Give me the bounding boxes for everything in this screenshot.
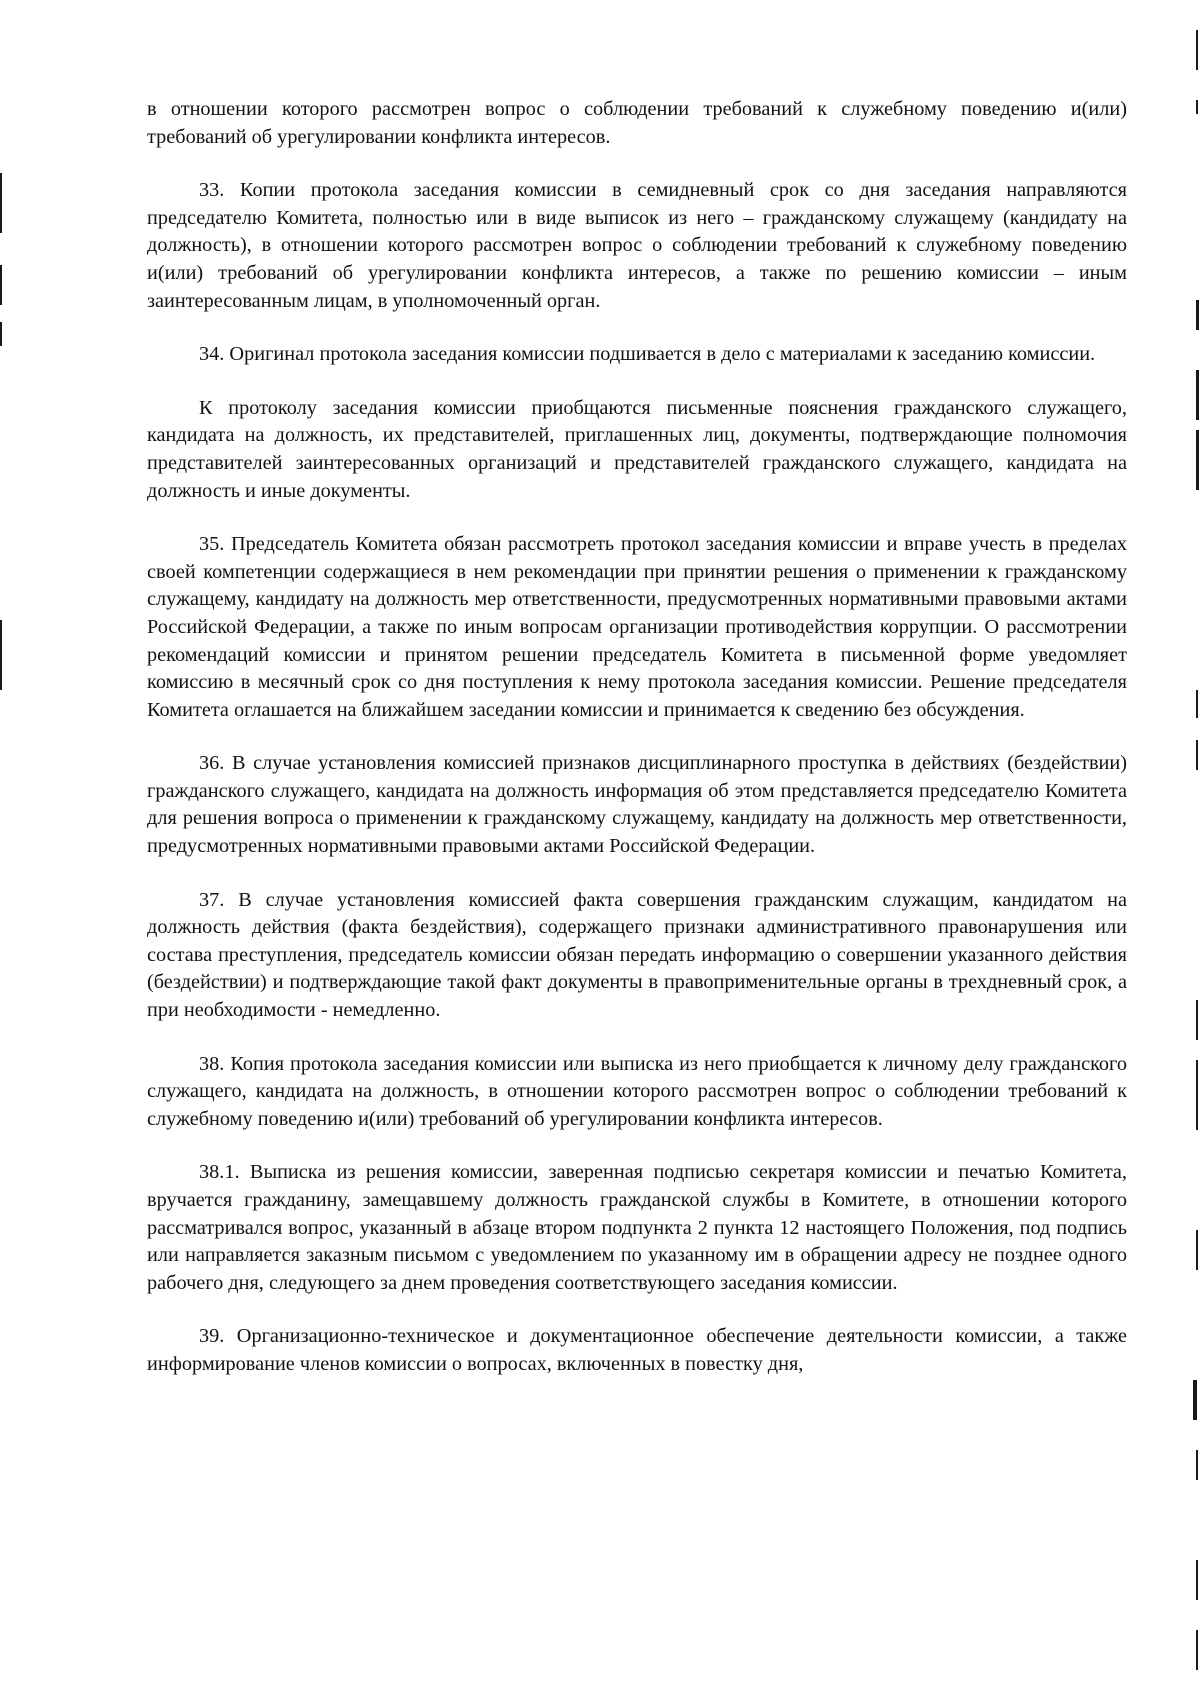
scan-mark-right <box>1196 1060 1198 1130</box>
scan-mark-right <box>1196 100 1198 114</box>
scan-mark-right <box>1196 30 1198 70</box>
scan-mark-right <box>1196 1450 1198 1480</box>
paragraph-35: 35. Председатель Комитета обязан рассмотреть протокол заседания комиссии и вправе учесть в пределах своей компетенции содержащиеся в нем рекомендации при принятии решения о применении к гражданскому служащему, кандидату на должность мер ответственности, предусмотренных нормативными правовыми актами Российской Федерации, а также по иным вопросам организации противодействия коррупции. О рассмотрении рекомендаций комиссии и принятом решении председатель Комитета в письменной форме уведомляет комиссию в месячный срок со дня поступления к нему протокола заседания комиссии. Решение председателя Комитета оглашается на ближайшем заседании комиссии и принимается к сведению без обсуждения. <box>147 533 1127 721</box>
scan-mark-right <box>1196 1230 1198 1270</box>
scan-mark-left <box>0 173 2 233</box>
scan-mark-right <box>1196 740 1198 770</box>
paragraph-38-1: 38.1. Выписка из решения комиссии, заверенная подписью секретаря комиссии и печатью Комитета, вручается гражданину, замещавшему должность гражданской службы в Комитете, в отношении которого рассматривался вопрос, указанный в абзаце втором подпункта 2 пункта 12 настоящего Положения, под подпись или направляется заказным письмом с уведомлением по указанному им в обращении адресу не позднее одного рабочего дня, следующего за днем проведения соответствующего заседания комиссии. <box>147 1161 1127 1294</box>
document-body <box>147 96 1127 1405</box>
paragraph-34: 34. Оригинал протокола заседания комиссии подшивается в дело с материалами к заседанию комиссии. <box>199 343 1096 366</box>
scan-mark-left <box>0 322 2 346</box>
scan-mark-right <box>1196 1560 1198 1600</box>
paragraph-38: 38. Копия протокола заседания комиссии или выписка из него приобщается к личному делу гражданского служащего, кандидата на должность, в отношении которого рассмотрен вопрос о соблюдении требований к служебному поведению и(или) требований об урегулировании конфликта интересов. <box>147 1052 1127 1130</box>
paragraph-34-attachments: К протоколу заседания комиссии приобщаются письменные пояснения гражданского служащего, кандидата на должность, их представителей, приглашенных лиц, документы, подтверждающие полномочия представителей заинтересованных организаций и представителей гражданского служащего, кандидата на должность и иные документы. <box>147 396 1127 502</box>
paragraph-36: 36. В случае установления комиссией признаков дисциплинарного проступка в действиях (бездействии) гражданского служащего, кандидата на должность информация об этом представляется председателю Комитета для решения вопроса о применении к гражданскому служащему, кандидату на должность мер ответственности, предусмотренных нормативными правовыми актами Российской Федерации. <box>147 752 1127 858</box>
scan-mark-right <box>1196 1630 1198 1670</box>
scan-mark-left <box>0 620 2 690</box>
scan-mark-right <box>1193 1380 1197 1420</box>
paragraph-33: 33. Копии протокола заседания комиссии в семидневный срок со дня заседания направляются председателю Комитета, полностью или в виде выписок из него – гражданскому служащему (кандидату на должность), в отношении которого рассмотрен вопрос о соблюдении требований к служебному поведению и(или) требований об урегулировании конфликта интересов, а также по решению комиссии – иным заинтересованным лицам, в уполномоченный орган. <box>147 179 1127 312</box>
paragraph-37: 37. В случае установления комиссией факта совершения гражданским служащим, кандидатом на должность действия (факта бездействия), содержащего признаки административного правонарушения или состава преступления, председатель комиссии обязан передать информацию о совершении указанного действия (бездействии) и подтверждающие такой факт документы в правоприменительные органы в трехдневный срок, а при необходимости - немедленно. <box>147 888 1127 1022</box>
scan-mark-right <box>1196 1000 1198 1040</box>
scan-mark-right <box>1196 370 1199 420</box>
scan-mark-right <box>1196 300 1199 330</box>
scan-mark-right <box>1196 690 1198 718</box>
paragraph-39: 39. Организационно-техническое и документационное обеспечение деятельности комиссии, а также информирование членов комиссии о вопросах, включенных в повестку дня, <box>147 1325 1127 1375</box>
scan-mark-left <box>0 265 2 305</box>
paragraph-continuation: в отношении которого рассмотрен вопрос о соблюдении требований к служебному поведению и(или) требований об урегулировании конфликта интересов. <box>147 98 1127 148</box>
scan-mark-right <box>1196 430 1199 490</box>
